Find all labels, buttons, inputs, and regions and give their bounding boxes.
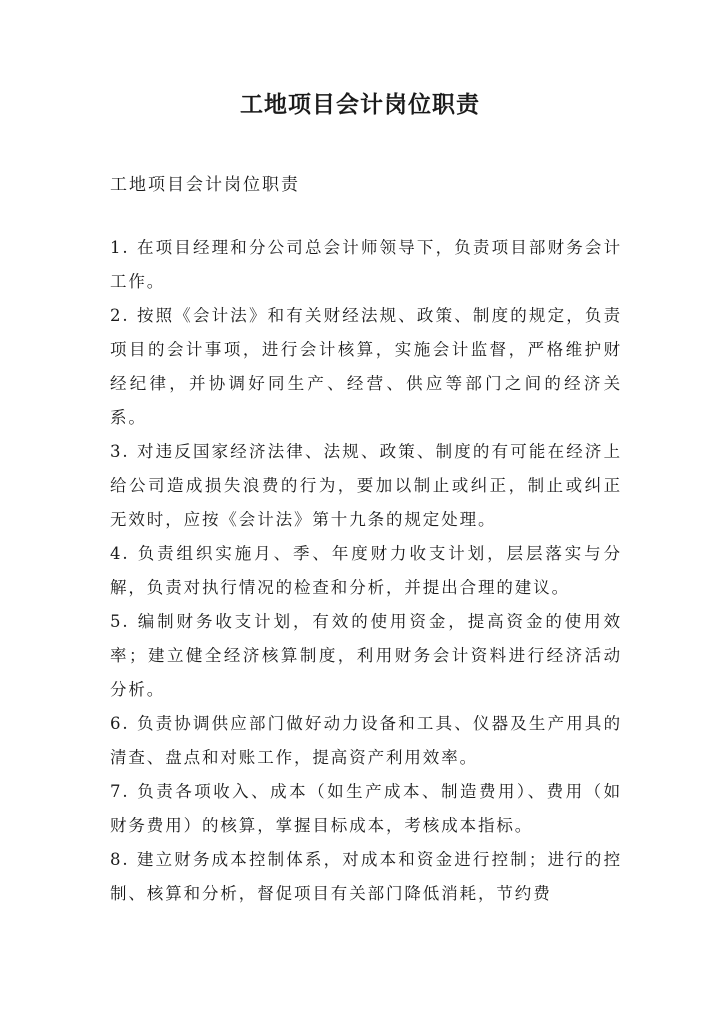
list-item: 8. 建立财务成本控制体系，对成本和资金进行控制；进行的控制、核算和分析，督促项目有关部门降低消耗，节约费 (110, 850, 622, 903)
list-item: 2. 按照《会计法》和有关财经法规、政策、制度的规定，负责项目的会计事项，进行会计核算，实施会计监督，严格维护财经纪律，并协调好同生产、经营、供应等部门之间的经济关系。 (110, 306, 622, 427)
document-body (110, 231, 622, 911)
list-item: 6. 负责协调供应部门做好动力设备和工具、仪器及生产用具的清查、盘点和对账工作，提高资产利用效率。 (110, 714, 622, 767)
document-title: 工地项目会计岗位职责 (240, 92, 480, 118)
list-item: 1. 在项目经理和分公司总会计师领导下，负责项目部财务会计工作。 (110, 238, 622, 291)
list-item: 4. 负责组织实施月、季、年度财力收支计划，层层落实与分解，负责对执行情况的检查和分析，并提出合理的建议。 (110, 544, 622, 597)
list-item: 3. 对违反国家经济法律、法规、政策、制度的有可能在经济上给公司造成损失浪费的行为，要加以制止或纠正，制止或纠正无效时，应按《会计法》第十九条的规定处理。 (110, 442, 622, 529)
list-item: 7. 负责各项收入、成本（如生产成本、制造费用）、费用（如财务费用）的核算，掌握目标成本，考核成本指标。 (110, 782, 622, 835)
document-subtitle: 工地项目会计岗位职责 (110, 175, 300, 195)
list-item: 5. 编制财务收支计划，有效的使用资金，提高资金的使用效率；建立健全经济核算制度，利用财务会计资料进行经济活动分析。 (110, 612, 622, 699)
